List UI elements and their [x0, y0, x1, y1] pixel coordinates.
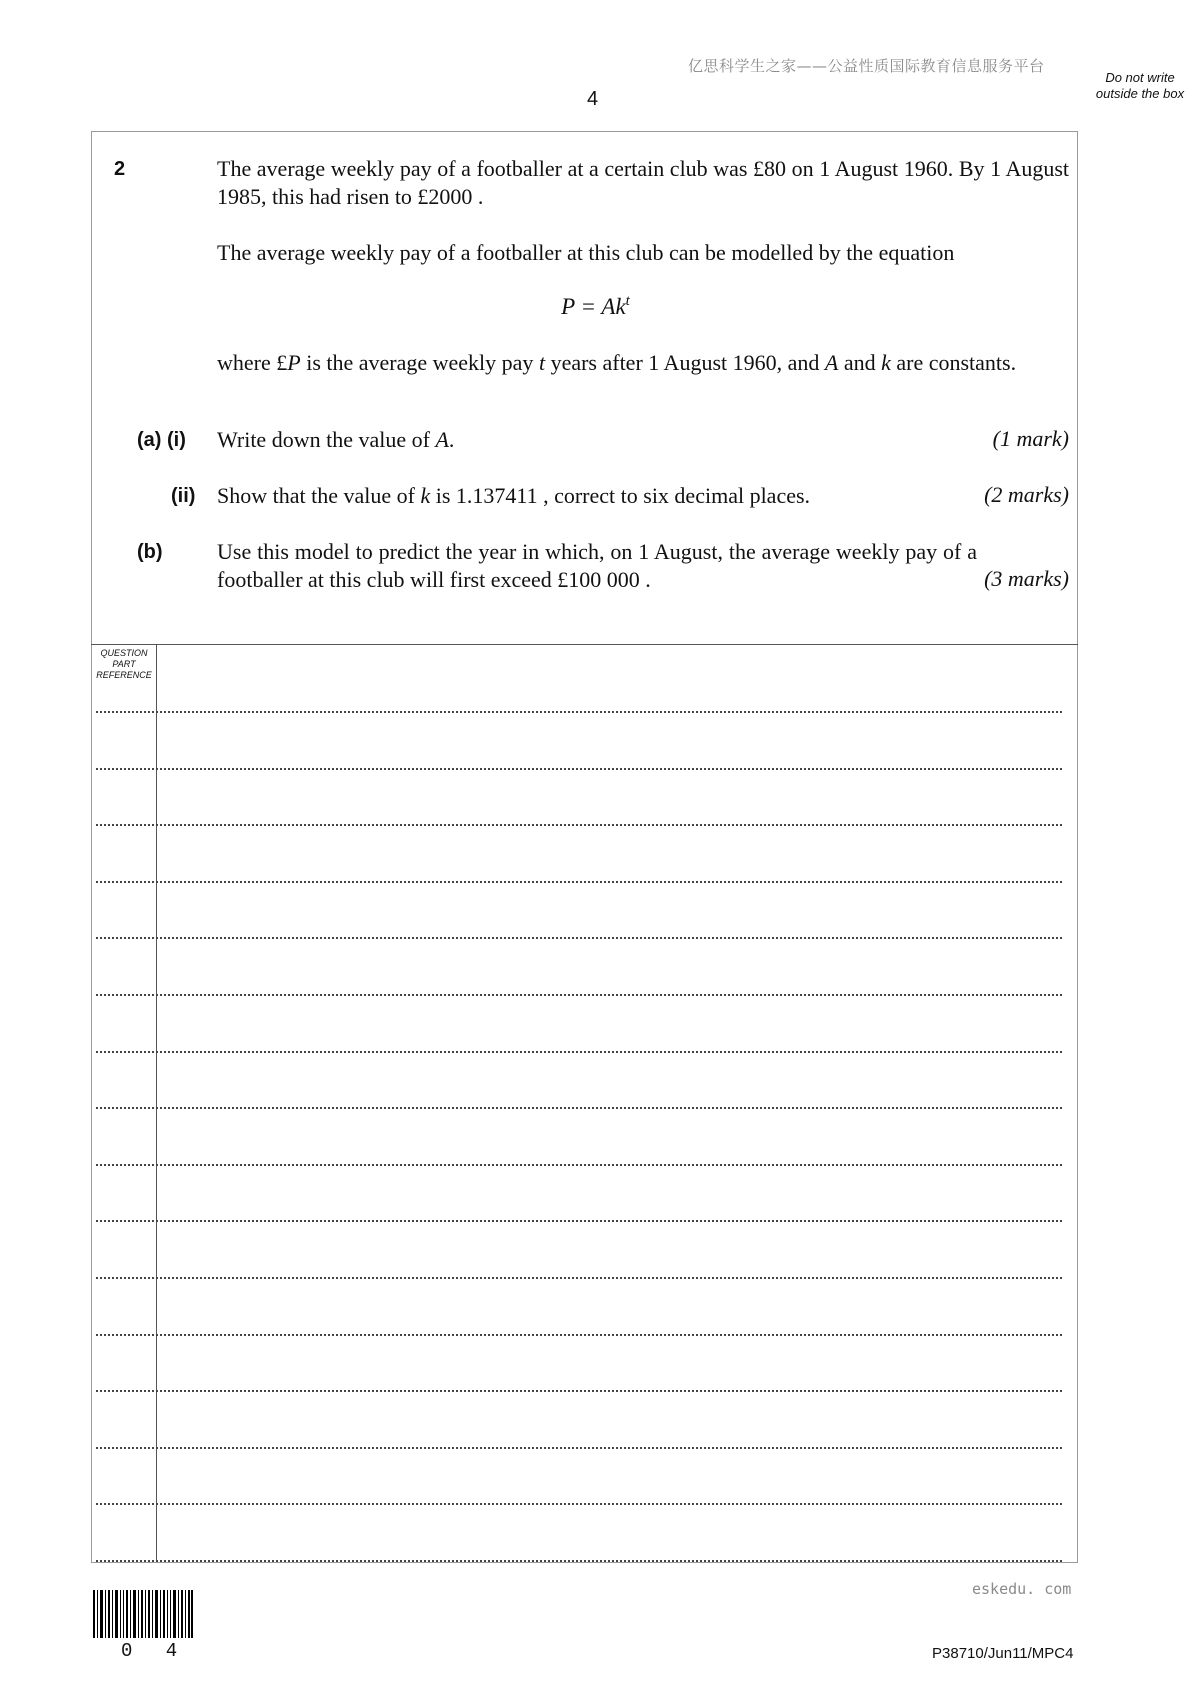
- part-a-ii-marks: (2 marks): [984, 482, 1069, 507]
- part-a-i-text: Write down the value of A.: [217, 427, 455, 452]
- answer-line[interactable]: [96, 1220, 1062, 1222]
- watermark-top: 亿思科学生之家——公益性质国际教育信息服务平台: [688, 57, 1045, 75]
- part-b-text: Use this model to predict the year in which, on 1 August, the average weekly pay of a footballer at this club will first exceed £100 000 .: [217, 539, 977, 592]
- model-equation: [0, 293, 1191, 320]
- answer-line[interactable]: [96, 824, 1062, 826]
- variable-definitions: where £P is the average weekly pay t years after 1 August 1960, and A and k are constants.: [217, 350, 1017, 375]
- reference-column-line: [156, 644, 157, 1562]
- part-b-label: (b): [137, 541, 163, 563]
- part-a-i-marks: (1 mark): [992, 426, 1069, 451]
- answer-line[interactable]: [96, 994, 1062, 996]
- part-b-marks: (3 marks): [984, 566, 1069, 591]
- answer-line[interactable]: [96, 937, 1062, 939]
- part-a-ii-text: Show that the value of k is 1.137411 , correct to six decimal places.: [217, 483, 811, 508]
- answer-line[interactable]: [96, 1390, 1062, 1392]
- answer-line[interactable]: [96, 711, 1062, 713]
- answer-line[interactable]: [96, 881, 1062, 883]
- model-description: The average weekly pay of a footballer at this club can be modelled by the equation: [217, 240, 955, 265]
- watermark-bottom: eskedu. com: [972, 1580, 1072, 1598]
- part-a-ii-label: (ii): [171, 485, 196, 507]
- answer-line[interactable]: [96, 1107, 1062, 1109]
- answer-area-divider: [91, 644, 1078, 645]
- answer-line[interactable]: [96, 1164, 1062, 1166]
- answer-line[interactable]: [96, 1503, 1062, 1505]
- part-a-i-label: (a) (i): [137, 429, 186, 451]
- equation-base: P = Ak: [561, 294, 626, 319]
- equation-exponent: t: [625, 293, 630, 309]
- margin-note: Do not write outside the box: [1095, 70, 1185, 101]
- question-box: [91, 131, 1078, 1563]
- answer-line[interactable]: [96, 768, 1062, 770]
- answer-line[interactable]: [96, 1447, 1062, 1449]
- barcode: [93, 1590, 193, 1638]
- page-number: 4: [587, 88, 599, 110]
- answer-line[interactable]: [96, 1560, 1062, 1562]
- question-intro: The average weekly pay of a footballer at a certain club was £80 on 1 August 1960. By 1 August 1985, this had risen to £2000 .: [217, 156, 1069, 209]
- barcode-digits: 0 4: [121, 1640, 189, 1662]
- paper-code: P38710/Jun11/MPC4: [932, 1645, 1074, 1662]
- question-part-reference-label: QUESTION PART REFERENCE: [96, 648, 152, 680]
- question-number: 2: [114, 158, 126, 180]
- answer-line[interactable]: [96, 1051, 1062, 1053]
- answer-line[interactable]: [96, 1277, 1062, 1279]
- answer-line[interactable]: [96, 1334, 1062, 1336]
